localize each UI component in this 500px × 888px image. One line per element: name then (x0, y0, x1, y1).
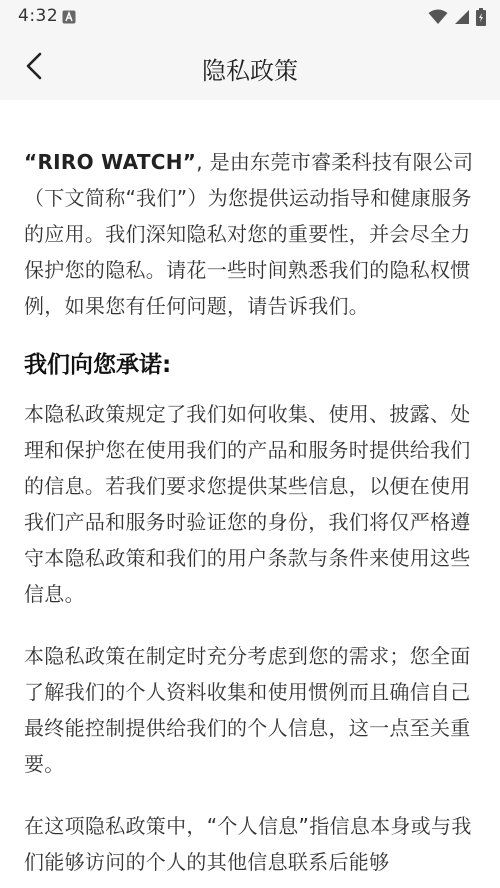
policy-paragraph-2: 本隐私政策在制定时充分考虑到您的需求；您全面了解我们的个人资料收集和使用惯例而且确信自己最终能控制提供给我们的个人信息，这一点至关重要。 (24, 644, 471, 776)
policy-paragraph-1: 本隐私政策规定了我们如何收集、使用、披露、处理和保护您在使用我们的产品和服务时提供给我们的信息。若我们要求您提供某些信息，以便在使用我们产品和服务时验证您的身份，我们将仅严格遵守本隐私政策和我们的用户条款与条件来使用这些信息。 (24, 402, 471, 606)
intro-text: , 是由东莞市睿柔科技有限公司（下文简称“我们”）为您提供运动指导和健康服务的应用。我们深知隐私对您的重要性，并会尽全力保护您的隐私。请花一些时间熟悉我们的隐私权惯例，如果您有任何问题，请告诉我们。 (24, 150, 474, 318)
status-icons (428, 8, 486, 30)
policy-paragraph-3: 在这项隐私政策中，“个人信息”指信息本身或与我们能够访问的个人的其他信息联系后能够 (24, 814, 472, 874)
brand-name: “RIRO WATCH” (24, 150, 197, 174)
page-title: 隐私政策 (202, 57, 298, 85)
policy-content[interactable] (0, 100, 500, 888)
intro-paragraph (24, 144, 476, 324)
app-bar (0, 34, 500, 100)
signal-icon (454, 9, 470, 29)
status-time: 4:32 (18, 6, 59, 26)
section-heading: 我们向您承诺: (24, 352, 172, 378)
status-bar (0, 0, 500, 34)
notification-a-icon (62, 9, 76, 23)
battery-icon (476, 8, 486, 30)
wifi-icon (428, 9, 448, 29)
